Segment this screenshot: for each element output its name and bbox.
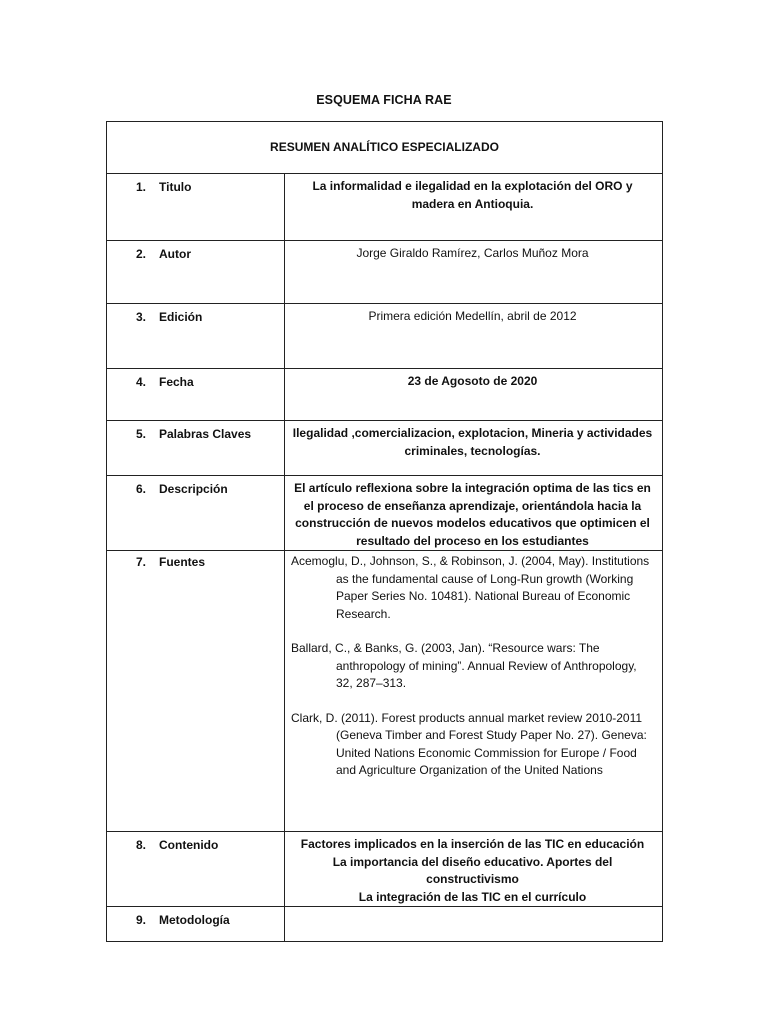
- label-cell: [107, 832, 285, 907]
- reference-item: Acemoglu, D., Johnson, S., & Robinson, J. (2004, May). Institutions as the fundamental cause of Long-Run growth (Working Paper Series No. 10481). National Bureau of Economic Research.: [291, 554, 650, 621]
- table-header: RESUMEN ANALÍTICO ESPECIALIZADO: [107, 122, 663, 174]
- row-number: 1.: [136, 180, 147, 194]
- row-label: Fuentes: [159, 555, 206, 569]
- value-metodologia: [285, 907, 663, 942]
- row-label: Autor: [159, 247, 191, 261]
- row-palabras-claves: [107, 421, 663, 476]
- label-cell: [107, 551, 285, 832]
- row-number: 2.: [136, 247, 147, 261]
- row-number: 4.: [136, 375, 147, 389]
- row-label: Metodología: [159, 913, 230, 927]
- row-number: 9.: [136, 913, 147, 927]
- row-autor: [107, 241, 663, 304]
- value-descripcion: El artículo reflexiona sobre la integración optima de las tics en el proceso de enseñanza aprendizaje, orientándola hacia la construcción de nuevos modelos educativos que optimicen el resultado del proceso en los estudiantes: [285, 476, 663, 551]
- label-cell: [107, 907, 285, 942]
- table-header-row: [107, 122, 663, 174]
- row-label: Edición: [159, 310, 203, 324]
- rae-table: [106, 121, 663, 942]
- row-number: 5.: [136, 427, 147, 441]
- row-number: 6.: [136, 482, 147, 496]
- value-fecha: 23 de Agosoto de 2020: [285, 369, 663, 421]
- document-title: ESQUEMA FICHA RAE: [316, 93, 452, 107]
- value-contenido: [285, 832, 663, 907]
- row-fuentes: [107, 551, 663, 832]
- label-cell: [107, 304, 285, 369]
- row-number: 8.: [136, 838, 147, 852]
- content-line: Factores implicados en la inserción de las TIC en educación: [300, 837, 645, 851]
- row-label: Palabras Claves: [159, 427, 252, 441]
- row-fecha: [107, 369, 663, 421]
- row-titulo: [107, 174, 663, 241]
- reference-item: Ballard, C., & Banks, G. (2003, Jan). “Resource wars: The anthropology of mining”. Annual Review of Anthropology, 32, 287–313.: [291, 641, 637, 690]
- label-cell: [107, 369, 285, 421]
- row-label: Descripción: [159, 482, 228, 496]
- reference-item: Clark, D. (2011). Forest products annual market review 2010-2011 (Geneva Timber and Forest Study Paper No. 27). Geneva: United Nations Economic Commission for Europe / Food and Agriculture Organization of the United Nations: [291, 710, 647, 777]
- row-contenido: [107, 832, 663, 907]
- content-line: La integración de las TIC en el currículo: [358, 889, 587, 904]
- value-palabras-claves: Ilegalidad ,comercializacion, explotacion, Mineria y actividades criminales, tecnologías.: [285, 421, 663, 476]
- row-metodologia: [107, 907, 663, 942]
- label-cell: [107, 421, 285, 476]
- value-edicion: Primera edición Medellín, abril de 2012: [285, 304, 663, 369]
- row-descripcion: [107, 476, 663, 551]
- row-label: Contenido: [159, 838, 219, 852]
- row-label: Fecha: [159, 375, 194, 389]
- label-cell: [107, 174, 285, 241]
- value-titulo: La informalidad e ilegalidad en la explotación del ORO y madera en Antioquia.: [285, 174, 663, 241]
- label-cell: [107, 476, 285, 551]
- row-label: Titulo: [159, 180, 192, 194]
- row-number: 7.: [136, 555, 147, 569]
- row-edicion: [107, 304, 663, 369]
- value-fuentes: [285, 551, 663, 832]
- label-cell: [107, 241, 285, 304]
- row-number: 3.: [136, 310, 147, 324]
- value-autor: Jorge Giraldo Ramírez, Carlos Muñoz Mora: [285, 241, 663, 304]
- content-line: La importancia del diseño educativo. Aportes del constructivismo: [332, 854, 613, 886]
